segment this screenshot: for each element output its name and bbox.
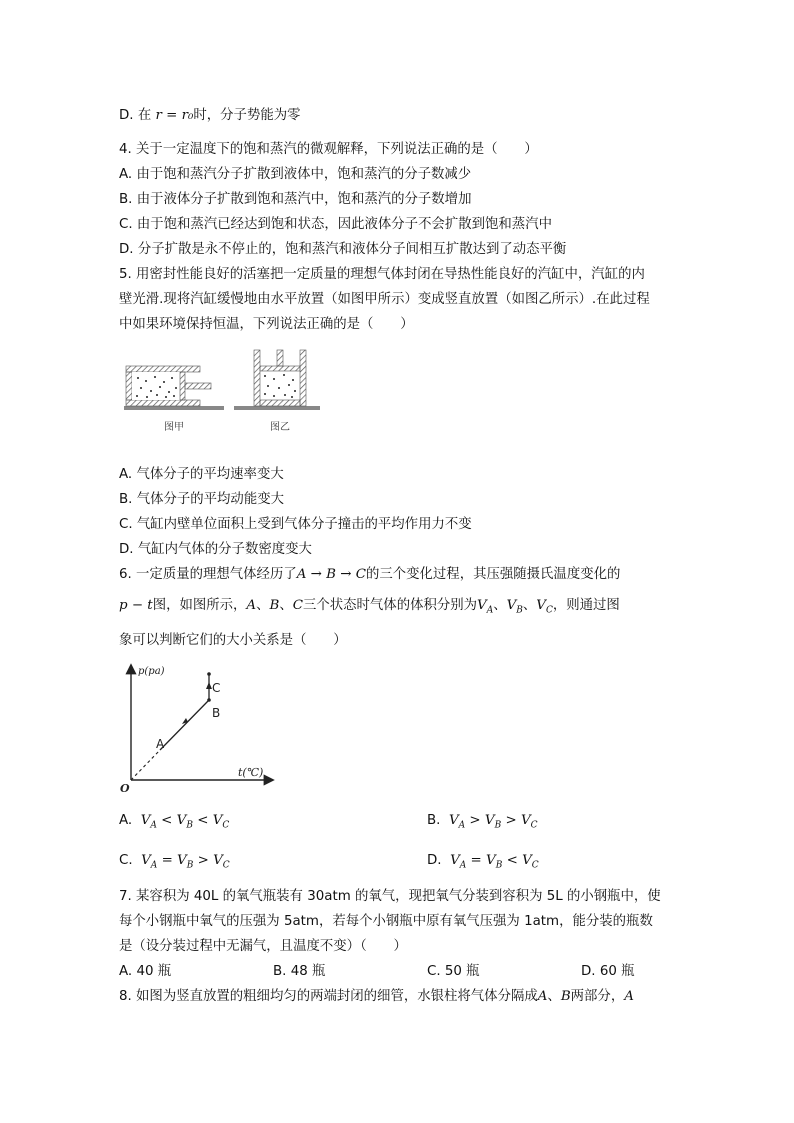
segment-a-b bbox=[160, 700, 209, 750]
q6-option-d: D. $V_A = V_B < V_C$ bbox=[427, 853, 539, 871]
q5-stem-line3: 中如果环境保持恒温，下列说法正确的是（ ） bbox=[119, 317, 414, 332]
x-axis-label: t(℃) bbox=[238, 766, 264, 779]
q5-option-a: A. 气体分子的平均速率变大 bbox=[119, 467, 284, 482]
fig-yi-vertical-cylinder bbox=[234, 350, 320, 410]
q4-option-d: D. 分子扩散是永不停止的，饱和蒸汽和液体分子间相互扩散达到了动态平衡 bbox=[119, 242, 567, 257]
q5-cylinder-figure bbox=[122, 346, 322, 442]
q4-option-c: C. 由于饱和蒸汽已经达到饱和状态，因此液体分子不会扩散到饱和蒸汽中 bbox=[119, 217, 552, 232]
q6-stem-line2: p − t图，如图所示，A、B、C三个状态时气体的体积分别为$V_A$、$V_B$、$V_C$，则通过图 bbox=[119, 598, 620, 616]
point-b-label: B bbox=[212, 706, 221, 720]
point-c bbox=[207, 672, 211, 676]
q4-option-a: A. 由于饱和蒸汽分子扩散到液体中，饱和蒸汽的分子数减少 bbox=[119, 167, 472, 182]
q5-stem-line2: 壁光滑.现将汽缸缓慢地由水平放置（如图甲所示）变成竖直放置（如图乙所示）.在此过程 bbox=[119, 292, 650, 307]
q5-option-c: C. 气缸内壁单位面积上受到气体分子撞击的平均作用力不变 bbox=[119, 517, 472, 532]
q7-option-a: A. 40 瓶 bbox=[119, 964, 172, 979]
point-c-label: C bbox=[212, 681, 221, 695]
q8-stem-line1: 8. 如图为竖直放置的粗细均匀的两端封闭的细管，水银柱将气体分隔成A、B两部分，A bbox=[119, 989, 634, 1004]
point-a-label: A bbox=[156, 737, 165, 751]
fig-jia-label: 图甲 bbox=[164, 422, 184, 433]
q6-option-a: A. $V_A < V_B < V_C$ bbox=[119, 813, 230, 831]
q5-option-b: B. 气体分子的平均动能变大 bbox=[119, 492, 284, 507]
q3-optd-math: r = r₀ bbox=[155, 108, 194, 123]
q5-option-d: D. 气缸内气体的分子数密度变大 bbox=[119, 542, 312, 557]
q7-stem-line1: 7. 某容积为 40L 的氧气瓶装有 30atm 的氧气，现把氧气分装到容积为 5L 的小钢瓶中，使 bbox=[119, 889, 661, 904]
q6-stem-line3: 象可以判断它们的大小关系是（ ） bbox=[119, 633, 347, 648]
q3-option-d: D. 在 r = r₀时，分子势能为零 bbox=[119, 108, 301, 123]
q6-stem-line1: 6. 一定质量的理想气体经历了A → B → C的三个变化过程，其压强随摄氏温度变化的 bbox=[119, 567, 621, 582]
q6-option-c: C. $V_A = V_B > V_C$ bbox=[119, 853, 230, 871]
fig-yi-label: 图乙 bbox=[270, 422, 290, 433]
origin-label: O bbox=[120, 782, 130, 795]
dashed-extension bbox=[131, 750, 160, 780]
q7-option-b: B. 48 瓶 bbox=[273, 964, 326, 979]
q5-stem-line1: 5. 用密封性能良好的活塞把一定质量的理想气体封闭在导热性能良好的汽缸中，汽缸的内 bbox=[119, 267, 645, 282]
point-b bbox=[207, 698, 211, 702]
q4-option-b: B. 由于液体分子扩散到饱和蒸汽中，饱和蒸汽的分子数增加 bbox=[119, 192, 472, 207]
q7-stem-line2: 每个小钢瓶中氧气的压强为 5atm，若每个小钢瓶中原有氧气压强为 1atm，能分装的瓶数 bbox=[119, 914, 653, 929]
q7-stem-line3: 是（设分装过程中无漏气，且温度不变）（ ） bbox=[119, 939, 407, 954]
q6-pt-graph bbox=[118, 660, 278, 796]
q6-option-b: B. $V_A > V_B > V_C$ bbox=[427, 813, 538, 831]
q7-option-c: C. 50 瓶 bbox=[427, 964, 480, 979]
y-axis-label: p(pa) bbox=[138, 666, 165, 677]
fig-jia-horizontal-cylinder bbox=[124, 366, 224, 410]
q4-stem: 4. 关于一定温度下的饱和蒸汽的微观解释，下列说法正确的是（ ） bbox=[119, 142, 538, 157]
q7-option-d: D. 60 瓶 bbox=[581, 964, 635, 979]
